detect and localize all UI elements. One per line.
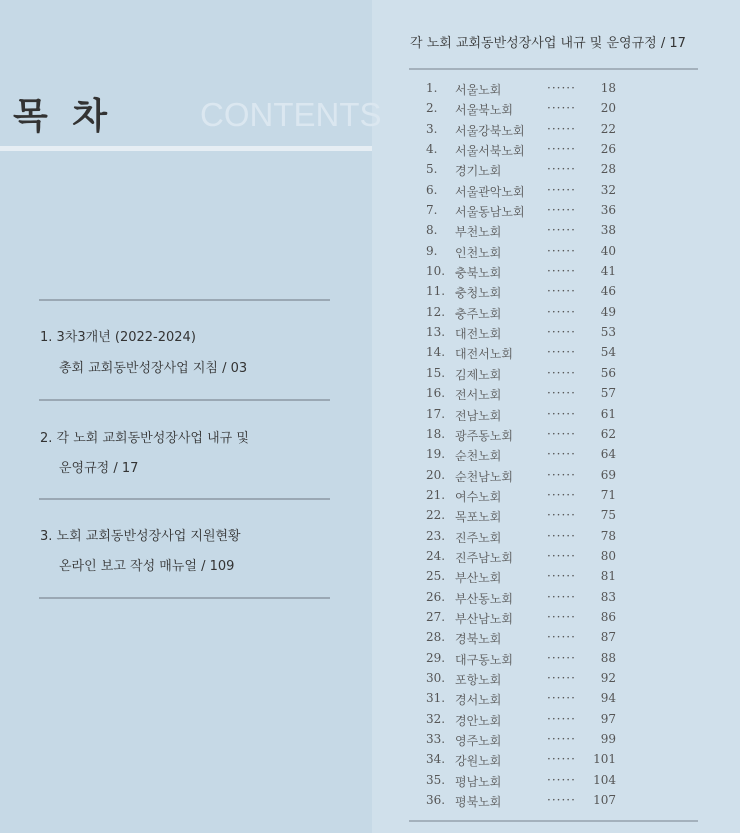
toc-entry-name: 충북노회 [455, 266, 502, 281]
toc-entry[interactable] [409, 567, 698, 587]
toc-entry-number: 13. [426, 325, 446, 340]
toc-entry-page: 56 [600, 365, 616, 380]
toc-entry-page: 107 [593, 793, 616, 808]
toc-entry-page: 97 [600, 711, 616, 726]
toc-entry-number: 1. [426, 81, 438, 95]
toc-entry-name: 인천노회 [455, 245, 502, 260]
toc-entry-leader: ······ [547, 121, 576, 136]
toc-entry-number: 17. [426, 406, 446, 421]
toc-entry-leader: ······ [547, 650, 576, 665]
toc-entry-leader: ······ [547, 386, 576, 401]
toc-entry-leader: ······ [547, 569, 576, 584]
toc-entry-number: 7. [426, 203, 438, 218]
toc-entry-leader: ······ [547, 284, 576, 299]
toc-entry-name: 부천노회 [455, 225, 502, 240]
toc-entry-leader: ······ [547, 426, 576, 441]
toc-entry-page: 20 [600, 101, 616, 116]
toc-entry-page: 28 [600, 162, 616, 177]
toc-entry[interactable] [409, 466, 698, 486]
toc-entry-name: 평남노회 [455, 774, 502, 789]
toc-entry-leader: ······ [547, 467, 576, 482]
toc-entry-number: 5. [426, 162, 438, 177]
toc-entry-leader: ······ [547, 752, 576, 767]
toc-entry-leader: ······ [547, 793, 576, 808]
heading-bar [0, 146, 372, 151]
toc-entry-page: 83 [600, 589, 616, 604]
toc-entry[interactable] [409, 120, 698, 140]
toc-entry-leader: ······ [547, 691, 576, 706]
toc-entry-leader: ······ [547, 325, 576, 340]
toc-entry-name: 대구동노회 [455, 652, 513, 667]
toc-entry-number: 31. [426, 691, 446, 706]
toc-entry[interactable] [409, 384, 698, 404]
toc-entry-name: 순천남노회 [455, 469, 513, 484]
toc-entry[interactable] [409, 527, 698, 547]
toc-entry-page: 81 [600, 569, 616, 584]
toc-entry-name: 충주노회 [455, 306, 502, 321]
toc-entry-page: 57 [600, 386, 616, 401]
toc-entry-number: 9. [426, 243, 438, 258]
toc-entry[interactable] [409, 343, 698, 363]
toc-entry-name: 부산남노회 [455, 611, 513, 626]
toc-entry-leader: ······ [547, 772, 576, 787]
toc-entry-name: 서울북노회 [455, 103, 513, 118]
toc-entry-number: 18. [426, 426, 446, 441]
toc-entry[interactable] [409, 628, 698, 648]
toc-entry-name: 김제노회 [455, 367, 502, 382]
toc-entry-number: 20. [426, 467, 446, 482]
toc-entry-leader: ······ [547, 203, 576, 218]
toc-entry-page: 36 [600, 203, 616, 218]
toc-entry-leader: ······ [547, 406, 576, 421]
toc-entry-leader: ······ [547, 162, 576, 177]
toc-entry-name: 서울노회 [455, 83, 502, 97]
toc-entry-leader: ······ [547, 142, 576, 157]
toc-entry-page: 32 [600, 182, 616, 197]
toc-entry[interactable] [409, 303, 698, 323]
toc-entry-leader: ······ [547, 101, 576, 116]
toc-entry-leader: ······ [547, 548, 576, 563]
toc-entry-page: 78 [600, 528, 616, 543]
toc-entry-name: 순천노회 [455, 449, 502, 464]
toc-entry-page: 64 [600, 447, 616, 462]
toc-entry[interactable] [409, 588, 698, 608]
toc-entry-number: 23. [426, 528, 446, 543]
toc-entry-page: 69 [600, 467, 616, 482]
toc-entry[interactable] [409, 262, 698, 282]
toc-entry-number: 6. [426, 182, 438, 197]
toc-entry-page: 86 [600, 609, 616, 624]
toc-entry-leader: ······ [547, 345, 576, 360]
section-1-subtitle[interactable]: 총회 교회동반성장사업 지침 / 03 [59, 361, 248, 376]
toc-entry-leader: ······ [547, 528, 576, 543]
toc-entry-page: 87 [600, 630, 616, 645]
toc-entry-number: 22. [426, 508, 446, 523]
toc-entry-page: 46 [600, 284, 616, 299]
section-1-title[interactable]: 1. 3차3개년 (2022-2024) [40, 330, 196, 345]
right-top-divider [409, 68, 698, 70]
section-divider [39, 498, 330, 500]
toc-entry-leader: ······ [547, 264, 576, 279]
toc-entry[interactable] [409, 405, 698, 425]
toc-entry-leader: ······ [547, 589, 576, 604]
toc-entry[interactable] [409, 649, 698, 669]
toc-entry-name: 충청노회 [455, 286, 502, 301]
toc-entry-name: 진주남노회 [455, 550, 513, 565]
toc-entry-leader: ······ [547, 630, 576, 645]
toc-entry-number: 30. [426, 670, 446, 685]
toc-entry[interactable] [409, 140, 698, 160]
toc-entry-page: 88 [600, 650, 616, 665]
toc-entry[interactable] [409, 425, 698, 445]
toc-entry[interactable] [409, 364, 698, 384]
toc-entry-name: 경안노회 [455, 713, 502, 728]
toc-entry-number: 21. [426, 487, 446, 502]
toc-entry-name: 강원노회 [455, 754, 502, 769]
toc-entry-number: 26. [426, 589, 446, 604]
toc-entry[interactable] [409, 486, 698, 506]
toc-entry-leader: ······ [547, 223, 576, 238]
toc-entry-name: 경북노회 [455, 632, 502, 647]
toc-entry-page: 61 [600, 406, 616, 421]
toc-entry-name: 부산노회 [455, 571, 502, 586]
section-divider [39, 399, 330, 401]
toc-entry-number: 29. [426, 650, 446, 665]
toc-entry-name: 진주노회 [455, 530, 502, 545]
toc-entry-leader: ······ [547, 711, 576, 726]
toc-entry-number: 36. [426, 793, 446, 808]
toc-entry-number: 25. [426, 569, 446, 584]
toc-entry-name: 경서노회 [455, 693, 502, 708]
toc-entry-number: 34. [426, 752, 446, 767]
toc-entry-name: 경기노회 [455, 164, 502, 179]
toc-entry-page: 94 [600, 691, 616, 706]
toc-entry-number: 27. [426, 609, 446, 624]
toc-entry-name: 전남노회 [455, 408, 502, 423]
toc-entry-name: 전서노회 [455, 388, 502, 403]
toc-entry-leader: ······ [547, 243, 576, 258]
toc-entry[interactable] [409, 730, 698, 750]
toc-entry-page: 75 [600, 508, 616, 523]
section-2-subtitle[interactable]: 운영규정 / 17 [59, 461, 139, 476]
toc-entry-name: 영주노회 [455, 734, 502, 748]
toc-entry-page: 53 [600, 325, 616, 340]
toc-entry-page: 104 [593, 772, 616, 787]
toc-entry[interactable] [409, 547, 698, 567]
section-3-subtitle[interactable]: 온라인 보고 작성 매뉴얼 / 109 [59, 559, 235, 574]
toc-entry-leader: ······ [547, 508, 576, 523]
toc-heading: 목 차 [13, 96, 114, 137]
toc-entry-number: 19. [426, 447, 446, 462]
toc-entry-number: 15. [426, 365, 446, 380]
toc-entry[interactable] [409, 750, 698, 770]
toc-entry-name: 여수노회 [455, 489, 502, 504]
contents-watermark: CONTENTS [200, 96, 382, 133]
toc-entry-leader: ······ [547, 182, 576, 197]
toc-entry-number: 14. [426, 345, 446, 360]
toc-entry-page: 101 [593, 752, 616, 767]
toc-entry[interactable] [409, 689, 698, 709]
toc-entry-number: 2. [426, 101, 438, 116]
toc-entry-name: 서울강북노회 [455, 123, 525, 138]
toc-entry-name: 서울관악노회 [455, 184, 525, 199]
toc-entry-page: 62 [600, 426, 616, 441]
toc-entry[interactable] [409, 669, 698, 689]
toc-entry-page: 92 [600, 670, 616, 685]
toc-entry[interactable] [409, 181, 698, 201]
toc-entry-page: 49 [600, 304, 616, 319]
toc-entry-page: 22 [600, 121, 616, 136]
toc-entry-leader: ······ [547, 81, 576, 95]
toc-entry-number: 10. [426, 264, 446, 279]
toc-entry-page: 80 [600, 548, 616, 563]
toc-entry[interactable] [409, 160, 698, 180]
toc-entry[interactable] [409, 79, 698, 99]
toc-entry-page: 38 [600, 223, 616, 238]
toc-entry[interactable] [409, 242, 698, 262]
toc-entry-number: 4. [426, 142, 438, 157]
toc-entry[interactable] [409, 221, 698, 241]
section-2-title[interactable]: 2. 각 노회 교회동반성장사업 내규 및 [40, 431, 249, 446]
toc-list [409, 79, 698, 811]
toc-entry-leader: ······ [547, 447, 576, 462]
toc-entry-leader: ······ [547, 609, 576, 624]
toc-entry-page: 18 [600, 81, 616, 95]
toc-entry[interactable] [409, 323, 698, 343]
toc-entry-name: 목포노회 [455, 510, 502, 525]
toc-entry-number: 11. [426, 284, 446, 299]
toc-entry-leader: ······ [547, 670, 576, 685]
section-divider [39, 597, 330, 599]
toc-entry[interactable] [409, 282, 698, 302]
toc-entry-leader: ······ [547, 304, 576, 319]
toc-entry-number: 8. [426, 223, 438, 238]
toc-entry-leader: ······ [547, 487, 576, 502]
toc-entry-number: 35. [426, 772, 446, 787]
toc-entry-number: 32. [426, 711, 446, 726]
toc-entry-name: 서울동남노회 [455, 205, 525, 220]
toc-entry-name: 광주동노회 [455, 428, 513, 443]
toc-entry-number: 16. [426, 386, 446, 401]
toc-entry-page: 54 [600, 345, 616, 360]
toc-entry[interactable] [409, 791, 698, 811]
toc-entry-number: 28. [426, 630, 446, 645]
toc-entry[interactable] [409, 445, 698, 465]
section-3-title[interactable]: 3. 노회 교회동반성장사업 지원현황 [40, 529, 241, 544]
toc-entry-page: 41 [600, 264, 616, 279]
toc-entry-page: 71 [600, 487, 616, 502]
toc-entry-page: 99 [600, 732, 616, 746]
toc-entry[interactable] [409, 710, 698, 730]
toc-entry-name: 포항노회 [455, 672, 502, 687]
toc-entry[interactable] [409, 608, 698, 628]
toc-entry-name: 대전서노회 [455, 347, 513, 362]
toc-entry-name: 부산동노회 [455, 591, 513, 606]
right-bottom-divider [409, 820, 698, 822]
toc-entry-name: 평북노회 [455, 795, 502, 810]
toc-entry-number: 24. [426, 548, 446, 563]
section-divider [39, 299, 330, 301]
toc-entry-number: 33. [426, 732, 446, 746]
toc-entry-leader: ······ [547, 365, 576, 380]
toc-entry[interactable] [409, 506, 698, 526]
toc-entry-leader: ······ [547, 732, 576, 746]
toc-entry[interactable] [409, 771, 698, 791]
toc-entry-page: 40 [600, 243, 616, 258]
toc-entry-page: 26 [600, 142, 616, 157]
toc-entry[interactable] [409, 201, 698, 221]
toc-entry-number: 12. [426, 304, 446, 319]
toc-entry-number: 3. [426, 121, 438, 136]
toc-entry[interactable] [409, 99, 698, 119]
right-title: 각 노회 교회동반성장사업 내규 및 운영규정 / 17 [410, 36, 686, 51]
toc-entry-name: 서울서북노회 [455, 144, 525, 159]
toc-entry-name: 대전노회 [455, 327, 502, 342]
